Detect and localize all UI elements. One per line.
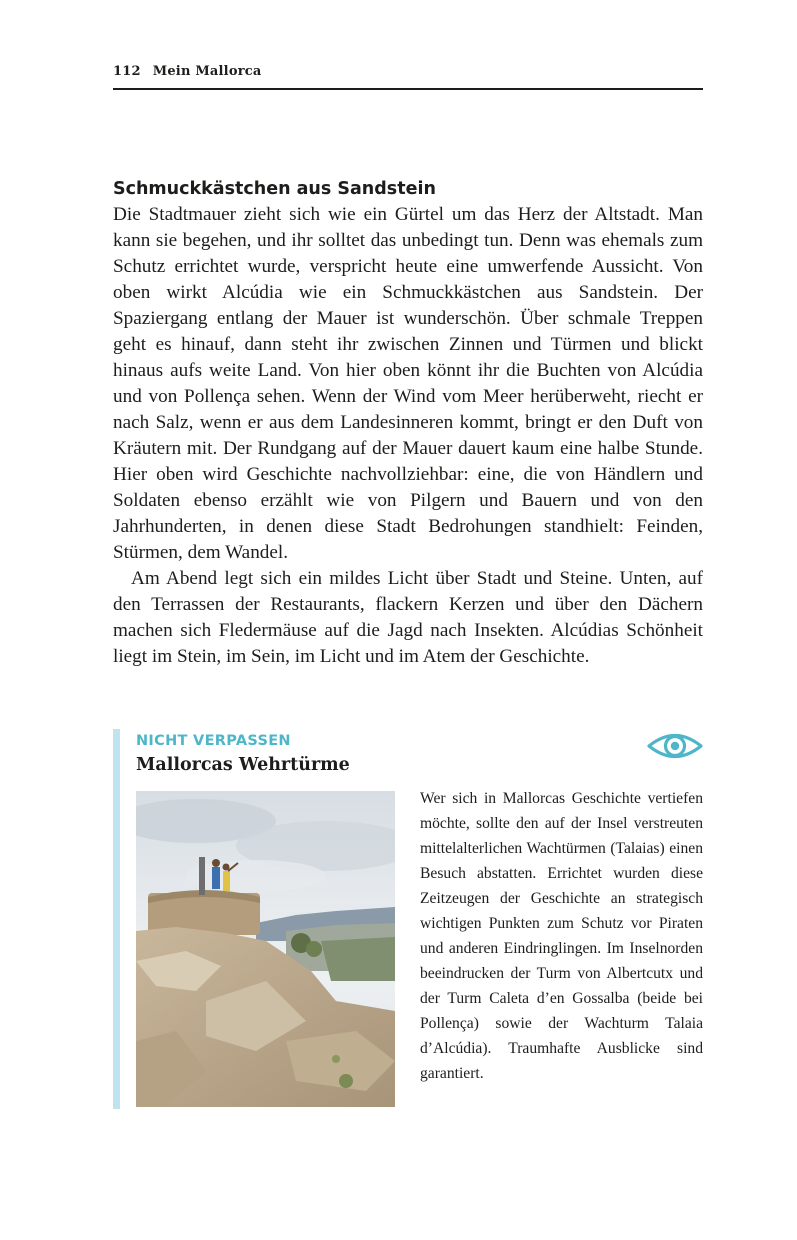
body-text — [113, 202, 703, 670]
header-rule — [113, 88, 703, 90]
infobox-accent-bar — [113, 729, 120, 1109]
infobox-text: Wer sich in Mallorcas Geschichte vertiefen möchte, sollte den auf der Insel verstreuten mittelalterlichen Wachtürmen (Talaias) einen Besuch abstatten. Errichtet wurden diese Zeitzeugen der Geschichte an strategisch wichtigen Punkten zum Schutz vor Piraten und anderen Eindringlingen. Im Inselnorden beeindrucken der Turm von Albertcutx und der Turm Caleta d’en Gossalba (beide bei Pollença) sowie der Wachturm Talaia d’Alcúdia). Traumhafte Ausblicke sind garantiert. — [420, 790, 703, 1082]
stone-watchtower-photo — [136, 791, 395, 1107]
page-number: 112 — [113, 64, 141, 79]
infobox-kicker: NICHT VERPASSEN — [136, 733, 291, 749]
body-paragraph-2: Am Abend legt sich ein mildes Licht über Stadt und Steine. Unten, auf den Terrassen der Restaurants, flackern Kerzen und über den Dächern machen sich Fledermäuse auf die Jagd nach Insekten. Alcúdias Schönheit liegt im Stein, im Sein, im Licht und im Atem der Geschichte. — [113, 568, 703, 667]
infobox-title: Mallorcas Wehrtürme — [136, 755, 350, 775]
eye-icon — [646, 729, 704, 763]
section-heading: Schmuckkästchen aus Sandstein — [113, 179, 436, 199]
running-head — [113, 63, 703, 81]
body-paragraph-1: Die Stadtmauer zieht sich wie ein Gürtel um das Herz der Altstadt. Man kann sie begehen, und ihr solltet das unbedingt tun. Denn was ehemals zum Schutz errichtet wurde, verspricht heute eine umwerfende Aussicht. Von oben wirkt Alcúdia wie ein Schmuckkästchen aus Sandstein. Der Spaziergang entlang der Mauer ist wunderschön. Über schmale Treppen geht es hinauf, dann steht ihr zwischen Zinnen und Türmen und blickt hinaus aufs weite Land. Von hier oben könnt ihr die Buchten von Alcúdia und von Pollença sehen. Wenn der Wind vom Meer herüberweht, riecht er nach Salz, wenn er aus dem Landesinneren kommt, bringt er den Duft von Kräutern mit. Der Rundgang auf der Mauer dauert kaum eine halbe Stunde. Hier oben wird Geschichte nachvollziehbar: eine, die von Händlern und Soldaten ebenso erzählt wie von Pilgern und Bauern und von den Jahrhunderten, in denen diese Stadt Bedrohungen standhielt: Feinden, Stürmen, dem Wandel. — [113, 204, 703, 563]
running-head-title: Mein Mallorca — [152, 64, 262, 79]
